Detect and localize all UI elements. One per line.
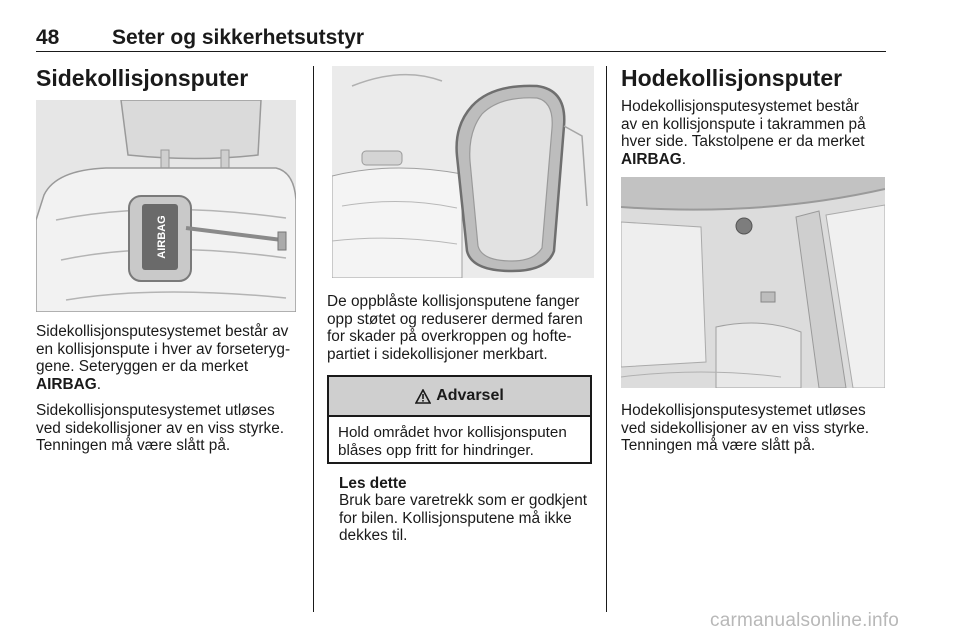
inflated-airbag-figure — [332, 66, 594, 278]
warning-title: Advarsel — [436, 387, 504, 404]
column-divider-2 — [606, 66, 607, 612]
roof-airbag-figure — [621, 177, 885, 388]
warning-box — [327, 375, 592, 464]
airbag-label: AIRBAG — [156, 215, 168, 259]
watermark: carmanualsonline.info — [710, 610, 900, 631]
seat-illustration — [36, 100, 296, 312]
warning-text: Hold området hvor kollisjonsputen blåses opp fritt for hindringer. — [338, 424, 567, 459]
inflated-airbag-illustration — [332, 66, 594, 278]
warning-triangle-icon — [415, 389, 431, 404]
airbag-bold-term: AIRBAG — [36, 375, 97, 393]
note-heading: Les dette — [339, 475, 407, 492]
warning-header — [329, 377, 590, 417]
col3-paragraph-1: Hodekollisjonsputesystemet består av en kollisjonspute i takrammen på hver side. Takstolpene er da merket AIRBAG. — [621, 98, 866, 168]
column-divider-1 — [313, 66, 314, 612]
header-rule — [36, 51, 886, 52]
col2-paragraph: De oppblåste kollisjonsputene fanger opp støtet og reduserer dermed faren for skader på overkroppen og hofte- partiet i sidekollisjoner merkbart. — [327, 293, 583, 363]
airbag-bold-term: AIRBAG — [621, 150, 682, 168]
seat-airbag-figure — [36, 100, 296, 312]
section-heading-side-airbags: Sidekollisjonsputer — [36, 65, 249, 91]
col3-paragraph-2: Hodekollisjonsputesystemet utløses ved sidekollisjoner av en viss styrke. Tenningen må være slått på. — [621, 402, 870, 455]
col1-paragraph-1: Sidekollisjonsputesystemet består av en kollisjonspute i hver av forseteryg- gene. Seteryggen er da merket AIRBAG. — [36, 323, 291, 393]
col1-paragraph-2: Sidekollisjonsputesystemet utløses ved sidekollisjoner av en viss styrke. Tenningen må være slått på. — [36, 402, 285, 455]
section-heading-head-airbags: Hodekollisjonsputer — [621, 65, 843, 91]
note-text: Bruk bare varetrekk som er godkjent for bilen. Kollisjonsputene må ikke dekkes til. — [339, 492, 588, 545]
running-header-title: Seter og sikkerhetsutstyr — [112, 26, 365, 49]
page-number: 48 — [36, 26, 60, 49]
car-interior-illustration — [621, 177, 885, 388]
